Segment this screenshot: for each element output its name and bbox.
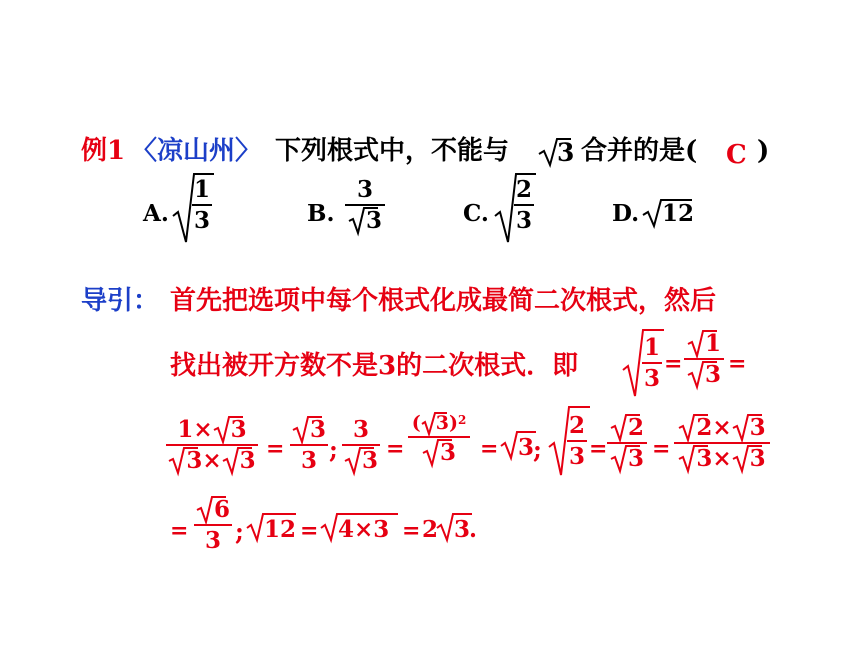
fraction-bar [567, 440, 587, 442]
radical-sign [687, 361, 707, 389]
option-a-denominator: 3 [193, 207, 210, 234]
times-sign: × [712, 414, 732, 441]
fraction [166, 418, 258, 472]
option-b-denominator-root [348, 209, 382, 232]
coefficient: 2 [422, 516, 439, 543]
question-radical-sign [537, 137, 559, 167]
fraction [674, 416, 770, 470]
root-numerator [196, 498, 230, 521]
radicand: 3 [439, 439, 456, 466]
option-c-numerator: 2 [515, 176, 532, 203]
radical-sign [213, 416, 233, 444]
fraction-bar [684, 358, 724, 360]
option-c-denominator: 3 [515, 207, 532, 234]
radical-sign [422, 439, 442, 467]
fraction-bar [194, 524, 232, 526]
digit: 1 [177, 416, 194, 443]
root [732, 447, 766, 470]
option-b-fraction [345, 178, 385, 232]
root-numerator [687, 332, 721, 355]
option-a-fraction [192, 178, 212, 232]
numerator [678, 416, 765, 439]
fraction-bar [345, 204, 385, 206]
fraction-bar [408, 436, 470, 438]
close-paren: ) [448, 412, 458, 434]
fraction-bar [514, 204, 534, 206]
radicand: 2 [696, 414, 713, 441]
equals-sign: = [300, 518, 319, 544]
radical-sign [292, 416, 312, 444]
semicolon: ; [235, 517, 244, 546]
semicolon: ; [533, 435, 542, 464]
numerator [177, 418, 246, 441]
example-source: 〈凉山州〉 [131, 136, 262, 166]
radical-sign [196, 496, 216, 524]
option-b-letter: B. [307, 200, 335, 227]
fraction-bar [192, 204, 212, 206]
times-sign: × [193, 416, 213, 443]
numerator [412, 414, 467, 433]
radicand: 3 [749, 445, 766, 472]
denominator: 3 [568, 443, 585, 470]
equals-sign: = [664, 351, 683, 377]
radicand: 1 [704, 330, 721, 357]
denominator: 3 [300, 447, 317, 474]
root [222, 449, 256, 472]
fraction [290, 418, 328, 472]
root [678, 447, 712, 470]
period: . [469, 516, 478, 543]
radical-sign [610, 414, 630, 442]
equals-sign: = [386, 436, 405, 462]
fraction [342, 418, 380, 472]
question-suffix: 合并的是( [581, 136, 698, 166]
open-paren: ( [411, 412, 421, 434]
radical-sign [678, 445, 698, 473]
exponent: 2 [457, 413, 467, 427]
radical-sign [610, 445, 630, 473]
root-denominator [422, 441, 456, 464]
root [732, 416, 766, 439]
question-close-paren: ) [757, 136, 770, 166]
option-d-letter: D. [612, 200, 640, 227]
fraction [567, 414, 587, 468]
root-numerator [610, 416, 644, 439]
fraction [642, 336, 662, 390]
root [213, 418, 247, 441]
radicand: 3 [704, 361, 721, 388]
root-denominator [610, 447, 644, 470]
radicand: 2 [627, 414, 644, 441]
semicolon: ; [329, 435, 338, 464]
radical-sign [687, 330, 707, 358]
radicand: 3 [627, 445, 644, 472]
radicand: 4×3 [338, 516, 390, 543]
radicand: 3 [518, 434, 535, 461]
option-d-radicand: 12 [662, 200, 695, 227]
option-c-letter: C. [463, 200, 489, 227]
radical-sign [678, 414, 698, 442]
root-numerator [292, 418, 326, 441]
equals-sign: = [480, 436, 499, 462]
fraction [684, 332, 724, 386]
fraction-bar [342, 444, 380, 446]
answer-value: C [726, 140, 747, 170]
radicand: 3 [230, 416, 247, 443]
question-prefix: 下列根式中，不能与 [275, 136, 510, 166]
denominator: 3 [643, 365, 660, 392]
radical-sign [348, 207, 368, 235]
radicand: 3 [454, 516, 471, 543]
fraction [194, 498, 232, 552]
radicand: 3 [186, 447, 203, 474]
fraction [408, 414, 470, 464]
radical-sign [732, 414, 752, 442]
radicand: 3 [309, 416, 326, 443]
question-radicand: 3 [557, 138, 575, 167]
option-c-fraction [514, 178, 534, 232]
root [421, 414, 449, 433]
fraction-bar [642, 362, 662, 364]
fraction-bar [607, 442, 647, 444]
guide-line-1: 首先把选项中每个根式化成最简二次根式，然后 [170, 286, 717, 316]
guide-label: 导引： [81, 286, 160, 316]
guide-line-2: 找出被开方数不是3的二次根式．即 [170, 351, 579, 381]
denominator: 3 [204, 527, 221, 554]
root [168, 449, 202, 472]
option-a-numerator: 1 [193, 176, 210, 203]
denominator [678, 447, 765, 470]
option-b-numerator: 3 [356, 176, 373, 203]
equals-sign: = [589, 436, 608, 462]
radicand: 3 [239, 447, 256, 474]
numerator: 2 [568, 412, 585, 439]
equals-sign: = [170, 518, 189, 544]
fraction-bar [166, 444, 258, 446]
radicand: 6 [213, 496, 230, 523]
numerator: 1 [643, 334, 660, 361]
radicand: 3 [696, 445, 713, 472]
radical-sign [732, 445, 752, 473]
root-denominator [687, 363, 721, 386]
equals-sign: = [728, 351, 747, 377]
times-sign: × [712, 445, 732, 472]
option-a-letter: A. [143, 200, 169, 227]
fraction [607, 416, 647, 470]
numerator: 3 [352, 416, 369, 443]
radicand: 3 [361, 447, 378, 474]
equals-sign: = [266, 436, 285, 462]
radical-sign [421, 412, 438, 436]
radical-sign [168, 447, 188, 475]
radicand: 3 [749, 414, 766, 441]
example-label: 例1 [81, 136, 126, 166]
option-b-denominator: 3 [365, 207, 382, 234]
radical-sign [344, 447, 364, 475]
radicand: 12 [264, 516, 297, 543]
root-denominator [344, 449, 378, 472]
denominator [168, 449, 255, 472]
radicand: 3 [435, 412, 449, 434]
fraction-bar [290, 444, 328, 446]
equals-sign: = [652, 436, 671, 462]
root [678, 416, 712, 439]
times-sign: × [202, 447, 222, 474]
equals-sign: = [402, 518, 421, 544]
radical-sign [222, 447, 242, 475]
